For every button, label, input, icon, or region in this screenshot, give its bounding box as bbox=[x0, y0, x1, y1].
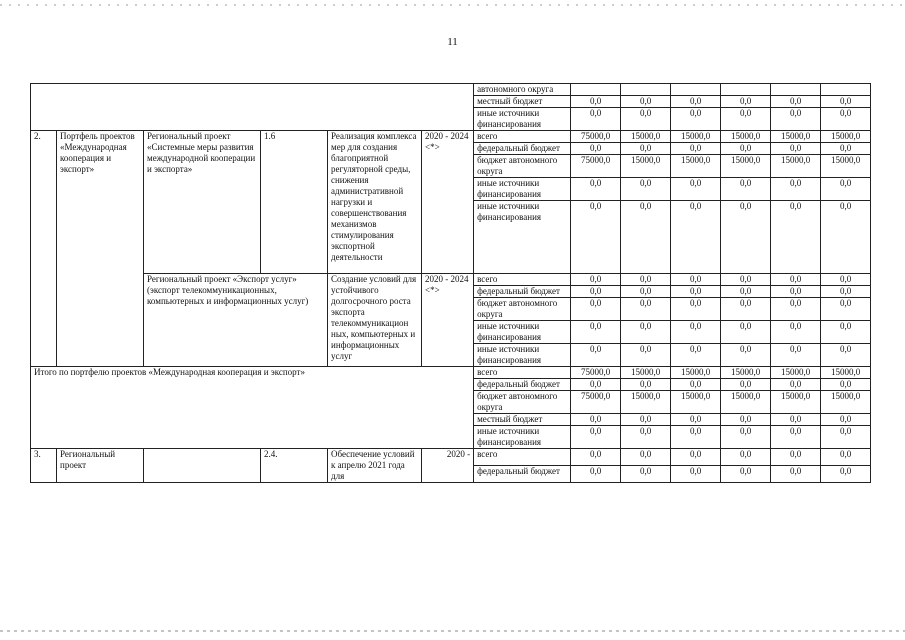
value-cell: 0,0 bbox=[721, 201, 771, 274]
source-label: федеральный бюджет bbox=[474, 379, 571, 391]
value-cell: 0,0 bbox=[571, 108, 621, 131]
value-cell: 0,0 bbox=[671, 178, 721, 201]
project-name: Региональный проект «Системные меры развития международной кооперации и экспорта» bbox=[144, 131, 261, 274]
value-cell: 0,0 bbox=[671, 426, 721, 449]
value-cell: 0,0 bbox=[571, 344, 621, 367]
source-label: всего bbox=[474, 367, 571, 379]
value-cell: 0,0 bbox=[821, 449, 871, 466]
value-cell: 0,0 bbox=[621, 466, 671, 483]
value-cell: 0,0 bbox=[721, 449, 771, 466]
value-cell: 15000,0 bbox=[771, 391, 821, 414]
source-label: бюджет автономного округа bbox=[474, 298, 571, 321]
blank-cell bbox=[31, 84, 474, 131]
value-cell: 0,0 bbox=[721, 321, 771, 344]
value-cell: 0,0 bbox=[821, 426, 871, 449]
value-cell: 0,0 bbox=[671, 344, 721, 367]
value-cell: 0,0 bbox=[621, 274, 671, 286]
value-cell: 0,0 bbox=[821, 108, 871, 131]
value-cell: 0,0 bbox=[671, 201, 721, 274]
value-cell: 0,0 bbox=[571, 426, 621, 449]
value-cell: 0,0 bbox=[571, 298, 621, 321]
source-label: иные источники финансирования bbox=[474, 178, 571, 201]
project-name bbox=[144, 449, 261, 483]
value-cell: 0,0 bbox=[671, 286, 721, 298]
project-period: 2020 - 2024 <*> bbox=[422, 131, 474, 274]
value-cell: 0,0 bbox=[621, 286, 671, 298]
value-cell: 0,0 bbox=[621, 321, 671, 344]
value-cell: 15000,0 bbox=[821, 391, 871, 414]
value-cell: 0,0 bbox=[771, 143, 821, 155]
value-cell: 0,0 bbox=[771, 96, 821, 108]
portfolio-name: Портфель проектов «Международная кооперация и экспорт» bbox=[57, 131, 144, 367]
value-cell: 15000,0 bbox=[721, 391, 771, 414]
value-cell: 0,0 bbox=[771, 286, 821, 298]
value-cell: 15000,0 bbox=[671, 155, 721, 178]
table-row bbox=[31, 131, 871, 143]
value-cell: 15000,0 bbox=[821, 131, 871, 143]
value-cell: 15000,0 bbox=[621, 131, 671, 143]
value-cell: 0,0 bbox=[621, 344, 671, 367]
value-cell: 0,0 bbox=[821, 201, 871, 274]
value-cell: 0,0 bbox=[771, 449, 821, 466]
project-code: 1.6 bbox=[261, 131, 328, 274]
project-period: 2020 - 2024 <*> bbox=[422, 274, 474, 367]
value-cell: 15000,0 bbox=[771, 155, 821, 178]
total-label: Итого по портфелю проектов «Международная кооперация и экспорт» bbox=[31, 367, 474, 449]
value-cell: 0,0 bbox=[571, 201, 621, 274]
source-label: иные источники финансирования bbox=[474, 344, 571, 367]
value-cell: 0,0 bbox=[571, 178, 621, 201]
value-cell: 0,0 bbox=[721, 274, 771, 286]
value-cell: 0,0 bbox=[671, 298, 721, 321]
value-cell: 0,0 bbox=[671, 466, 721, 483]
value-cell: 15000,0 bbox=[771, 131, 821, 143]
value-cell: 15000,0 bbox=[671, 391, 721, 414]
value-cell: 0,0 bbox=[771, 178, 821, 201]
value-cell: 0,0 bbox=[821, 321, 871, 344]
financing-table bbox=[30, 83, 871, 483]
project-name: Региональный проект «Экспорт услуг» (экспорт телекоммуникационных, компьютерных и информационных услуг) bbox=[144, 274, 328, 367]
source-label: иные источники финансирования bbox=[474, 321, 571, 344]
value-cell: 75000,0 bbox=[571, 155, 621, 178]
value-cell: 0,0 bbox=[721, 108, 771, 131]
value-cell: 0,0 bbox=[821, 286, 871, 298]
value-cell: 0,0 bbox=[821, 298, 871, 321]
value-cell: 0,0 bbox=[571, 286, 621, 298]
table-row bbox=[31, 367, 871, 379]
value-cell: 0,0 bbox=[621, 449, 671, 466]
value-cell: 0,0 bbox=[821, 379, 871, 391]
value-cell: 0,0 bbox=[571, 449, 621, 466]
project-code: 2.4. bbox=[261, 449, 328, 483]
source-label: бюджет автономного округа bbox=[474, 391, 571, 414]
value-cell: 15000,0 bbox=[721, 131, 771, 143]
value-cell: 15000,0 bbox=[821, 155, 871, 178]
value-cell: 0,0 bbox=[621, 96, 671, 108]
value-cell: 0,0 bbox=[821, 178, 871, 201]
value-cell: 0,0 bbox=[771, 344, 821, 367]
project-description: Создание условий для устойчивого долгосрочного роста экспорта телекоммуникацион ных, компьютерных и информационных услуг bbox=[328, 274, 422, 367]
project-description: Обеспечение условий к апрелю 2021 года для bbox=[328, 449, 422, 483]
value-cell: 0,0 bbox=[671, 321, 721, 344]
source-label: федеральный бюджет bbox=[474, 466, 571, 483]
source-label: всего bbox=[474, 131, 571, 143]
value-cell: 0,0 bbox=[671, 414, 721, 426]
source-label: федеральный бюджет bbox=[474, 143, 571, 155]
source-label: иные источники финансирования bbox=[474, 426, 571, 449]
value-cell: 0,0 bbox=[621, 143, 671, 155]
value-cell: 0,0 bbox=[821, 414, 871, 426]
value-cell: 15000,0 bbox=[621, 367, 671, 379]
row-number: 3. bbox=[31, 449, 57, 483]
source-label: местный бюджет bbox=[474, 414, 571, 426]
table-row bbox=[31, 449, 871, 466]
value-cell: 0,0 bbox=[571, 414, 621, 426]
value-cell: 0,0 bbox=[671, 449, 721, 466]
value-cell: 75000,0 bbox=[571, 367, 621, 379]
value-cell: 0,0 bbox=[721, 143, 771, 155]
source-label: местный бюджет bbox=[474, 96, 571, 108]
value-cell: 0,0 bbox=[621, 426, 671, 449]
value-cell: 0,0 bbox=[621, 414, 671, 426]
table-row bbox=[31, 84, 871, 96]
value-cell: 0,0 bbox=[821, 96, 871, 108]
value-cell: 15000,0 bbox=[621, 391, 671, 414]
value-cell: 0,0 bbox=[571, 274, 621, 286]
value-cell: 15000,0 bbox=[621, 155, 671, 178]
value-cell: 0,0 bbox=[671, 379, 721, 391]
value-cell: 75000,0 bbox=[571, 391, 621, 414]
row-number: 2. bbox=[31, 131, 57, 367]
value-cell: 15000,0 bbox=[671, 131, 721, 143]
value-cell: 0,0 bbox=[721, 96, 771, 108]
value-cell: 0,0 bbox=[771, 426, 821, 449]
value-cell: 0,0 bbox=[721, 414, 771, 426]
value-cell: 0,0 bbox=[721, 379, 771, 391]
value-cell: 0,0 bbox=[771, 108, 821, 131]
scan-artifact-top bbox=[0, 4, 905, 6]
value-cell: 0,0 bbox=[821, 344, 871, 367]
source-label: всего bbox=[474, 274, 571, 286]
value-cell: 0,0 bbox=[621, 178, 671, 201]
value-cell: 75000,0 bbox=[571, 131, 621, 143]
source-label: федеральный бюджет bbox=[474, 286, 571, 298]
value-cell: 0,0 bbox=[821, 143, 871, 155]
value-cell: 0,0 bbox=[571, 96, 621, 108]
value-cell: 0,0 bbox=[621, 379, 671, 391]
value-cell: 0,0 bbox=[771, 298, 821, 321]
value-cell: 15000,0 bbox=[721, 155, 771, 178]
value-cell: 0,0 bbox=[571, 466, 621, 483]
portfolio-name: Региональный проект bbox=[57, 449, 144, 483]
value-cell: 0,0 bbox=[571, 379, 621, 391]
value-cell: 0,0 bbox=[621, 201, 671, 274]
value-cell: 0,0 bbox=[821, 466, 871, 483]
value-cell: 0,0 bbox=[721, 286, 771, 298]
source-label: всего bbox=[474, 449, 571, 466]
scan-artifact-bottom bbox=[0, 630, 905, 632]
value-cell: 0,0 bbox=[771, 466, 821, 483]
project-description: Реализация комплекса мер для создания благоприятной регуляторной среды, снижения административной нагрузки и совершенствования механизмов стимулирования экспортной деятельности bbox=[328, 131, 422, 274]
value-cell: 0,0 bbox=[771, 321, 821, 344]
value-cell: 0,0 bbox=[671, 143, 721, 155]
value-cell: 0,0 bbox=[771, 414, 821, 426]
value-cell: 0,0 bbox=[571, 321, 621, 344]
value-cell: 0,0 bbox=[771, 274, 821, 286]
value-cell: 15000,0 bbox=[671, 367, 721, 379]
value-cell: 15000,0 bbox=[821, 367, 871, 379]
source-label: автономного округа bbox=[474, 84, 571, 96]
value-cell: 0,0 bbox=[821, 274, 871, 286]
table-row bbox=[31, 274, 871, 286]
value-cell: 0,0 bbox=[771, 201, 821, 274]
value-cell: 0,0 bbox=[721, 426, 771, 449]
value-cell: 0,0 bbox=[721, 178, 771, 201]
value-cell: 15000,0 bbox=[721, 367, 771, 379]
value-cell: 0,0 bbox=[721, 344, 771, 367]
value-cell: 0,0 bbox=[721, 466, 771, 483]
page-number: 11 bbox=[447, 36, 458, 48]
value-cell: 0,0 bbox=[621, 298, 671, 321]
value-cell: 0,0 bbox=[621, 108, 671, 131]
value-cell: 0,0 bbox=[571, 143, 621, 155]
value-cell: 0,0 bbox=[771, 379, 821, 391]
source-label: бюджет автономного округа bbox=[474, 155, 571, 178]
project-period: 2020 - bbox=[422, 449, 474, 483]
source-label: иные источники финансирования bbox=[474, 201, 571, 274]
value-cell: 0,0 bbox=[671, 274, 721, 286]
value-cell: 0,0 bbox=[721, 298, 771, 321]
source-label: иные источники финансирования bbox=[474, 108, 571, 131]
value-cell: 0,0 bbox=[671, 96, 721, 108]
value-cell: 0,0 bbox=[671, 108, 721, 131]
value-cell: 15000,0 bbox=[771, 367, 821, 379]
